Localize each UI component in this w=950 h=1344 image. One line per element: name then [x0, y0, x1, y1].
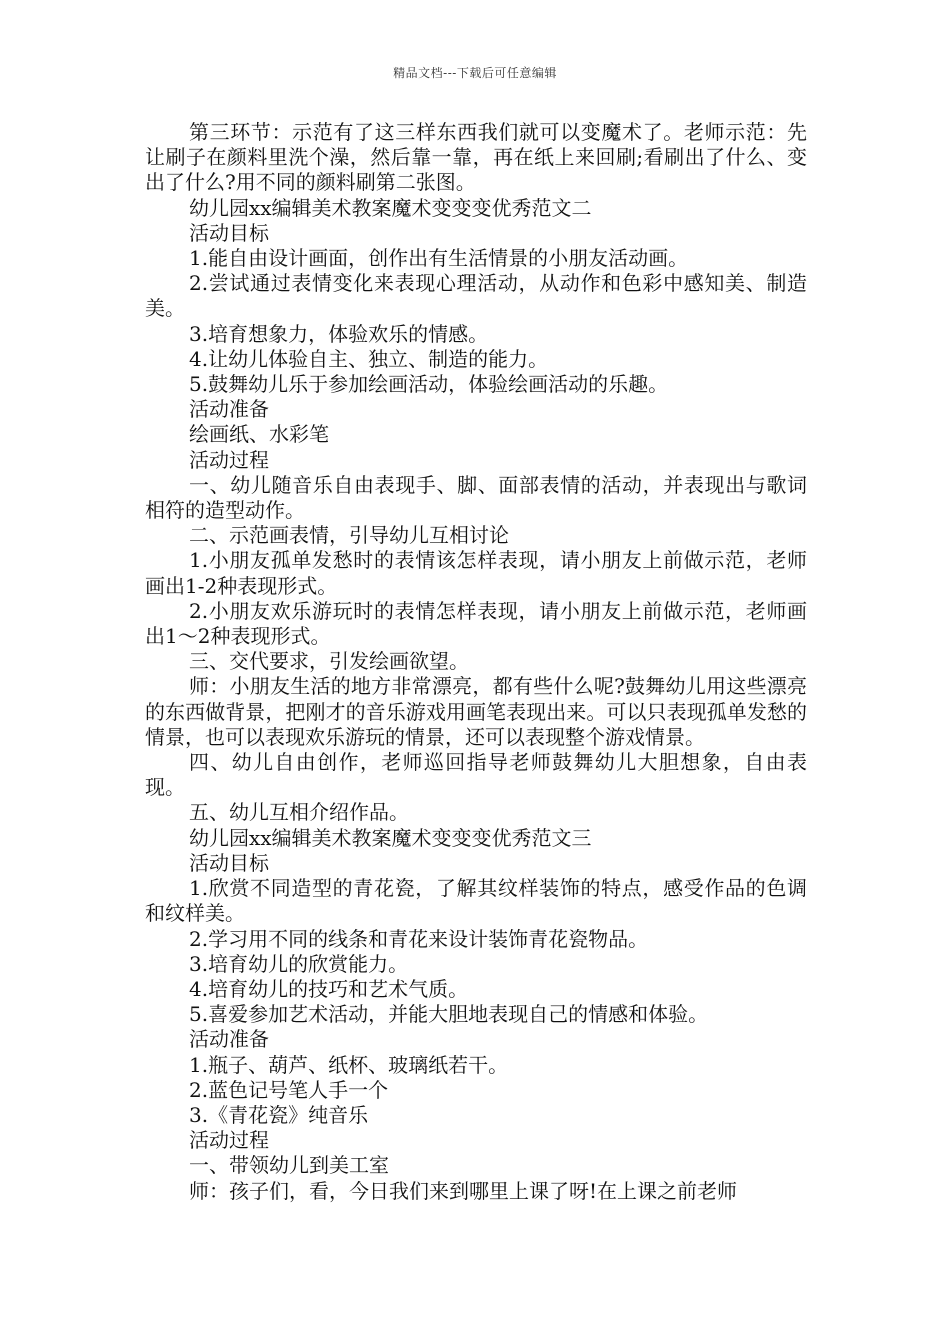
list-item: 1.能自由设计画面，创作出有生活情景的小朋友活动画。 [189, 246, 689, 271]
section-heading: 幼儿园xx编辑美术教案魔术变变变优秀范文二 [189, 195, 592, 220]
list-item: 3.培育幼儿的欣赏能力。 [189, 951, 409, 976]
section-heading: 幼儿园xx编辑美术教案魔术变变变优秀范文三 [189, 825, 592, 850]
list-item: 2.蓝色记号笔人手一个 [189, 1077, 389, 1102]
paragraph: 五、幼儿互相介绍作品。 [189, 800, 409, 825]
document-body [145, 120, 807, 1204]
paragraph: 三、交代要求，引发绘画欲望。 [189, 649, 469, 674]
paragraph: 二、示范画表情，引导幼儿互相讨论 [189, 523, 509, 548]
paragraph: 绘画纸、水彩笔 [189, 422, 329, 447]
subheading: 活动过程 [189, 447, 269, 472]
list-item: 1.小朋友孤单发愁时的表情该怎样表现，请小朋友上前做示范，老师画出1-2种表现形式。 [145, 548, 807, 598]
page-header: 精品文档---下载后可任意编辑 [393, 66, 557, 80]
list-item: 4.让幼儿体验自主、独立、制造的能力。 [189, 346, 549, 371]
subheading: 活动目标 [189, 850, 269, 875]
list-item: 5.鼓舞幼儿乐于参加绘画活动，体验绘画活动的乐趣。 [189, 372, 669, 397]
paragraph: 师：孩子们，看，今日我们来到哪里上课了呀!在上课之前老师 [189, 1178, 738, 1203]
list-item: 3.《青花瓷》纯音乐 [189, 1102, 369, 1127]
list-item: 5.喜爱参加艺术活动，并能大胆地表现自己的情感和体验。 [189, 1002, 709, 1027]
subheading: 活动过程 [189, 1128, 269, 1153]
paragraph: 一、带领幼儿到美工室 [189, 1153, 389, 1178]
list-item: 1.瓶子、葫芦、纸杯、玻璃纸若干。 [189, 1052, 509, 1077]
subheading: 活动目标 [189, 220, 269, 245]
list-item: 1.欣赏不同造型的青花瓷，了解其纹样装饰的特点，感受作品的色调和纹样美。 [145, 876, 807, 926]
list-item: 3.培育想象力，体验欢乐的情感。 [189, 321, 489, 346]
subheading: 活动准备 [189, 397, 269, 422]
list-item: 2.小朋友欢乐游玩时的表情怎样表现，请小朋友上前做示范，老师画出1～2种表现形式。 [145, 598, 807, 649]
list-item: 2.学习用不同的线条和青花来设计装饰青花瓷物品。 [189, 926, 649, 951]
paragraph: 第三环节：示范有了这三样东西我们就可以变魔术了。老师示范：先让刷子在颜料里洗个澡，然后靠一靠，再在纸上来回刷;看刷出了什么、变出了什么?用不同的颜料刷第二张图。 [145, 120, 807, 195]
paragraph: 一、幼儿随音乐自由表现手、脚、面部表情的活动，并表现出与歌词相符的造型动作。 [145, 472, 807, 523]
list-item: 2.尝试通过表情变化来表现心理活动，从动作和色彩中感知美、制造美。 [145, 271, 807, 321]
list-item: 4.培育幼儿的技巧和艺术气质。 [189, 976, 469, 1001]
paragraph: 四、幼儿自由创作，老师巡回指导老师鼓舞幼儿大胆想象，自由表现。 [145, 750, 807, 800]
subheading: 活动准备 [189, 1027, 269, 1052]
paragraph: 师：小朋友生活的地方非常漂亮，都有些什么呢?鼓舞幼儿用这些漂亮的东西做背景，把刚才的音乐游戏用画笔表现出来。可以只表现孤单发愁的情景，也可以表现欢乐游玩的情景，还可以表现整个游戏情景。 [145, 674, 807, 749]
